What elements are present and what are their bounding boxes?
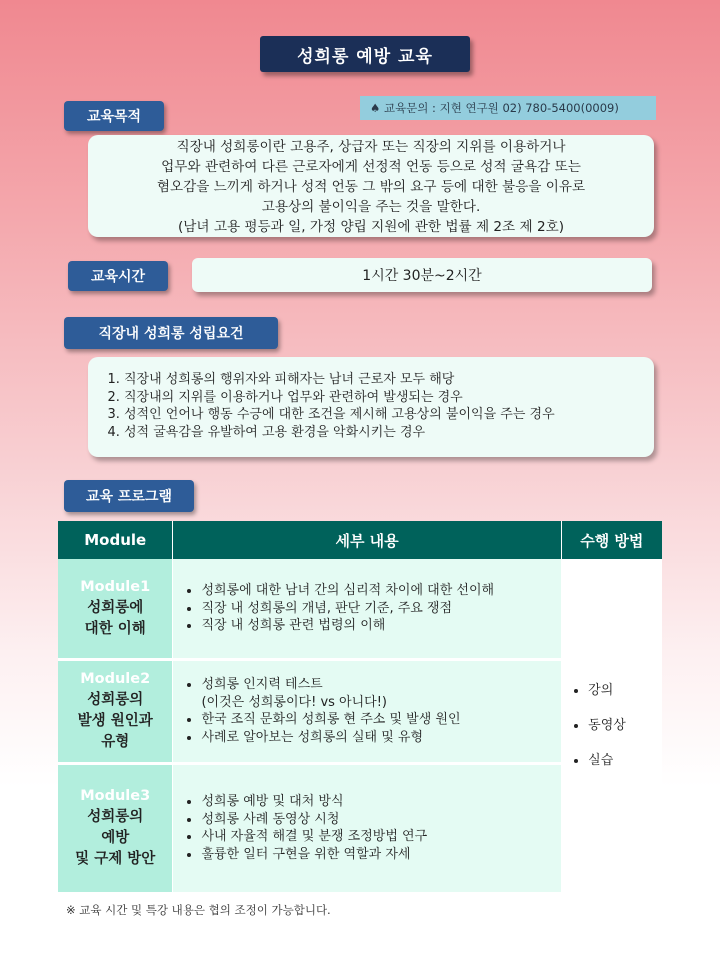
purpose-line: 업무와 관련하여 다른 근로자에게 선정적 언동 등으로 성적 굴욕감 또는	[161, 159, 581, 175]
module-cell	[58, 763, 173, 893]
module-name: 대한 이해	[84, 620, 146, 637]
header-method: 수행 방법	[561, 521, 662, 559]
purpose-line: 고용상의 불이익을 주는 것을 말한다.	[261, 199, 481, 215]
module-name: 성희롱의	[87, 692, 144, 708]
detail-item: • 직장 내 성희롱 관련 법령의 이해	[201, 617, 560, 635]
table-row	[58, 559, 662, 659]
module-cell	[58, 659, 173, 763]
detail-item: • 성희롱에 대한 남녀 간의 심리적 차이에 대한 선이해	[201, 582, 560, 600]
method-cell	[561, 559, 662, 893]
requirement-item: 1. 직장내 성희롱의 행위자와 피해자는 남녀 근로자 모두 해당	[124, 371, 654, 389]
details-cell	[173, 659, 561, 763]
requirement-item: 2. 직장내의 지위를 이용하거나 업무와 관련하여 발생되는 경우	[124, 389, 654, 407]
purpose-line: 혐오감을 느끼게 하거나 성적 언동 그 밖의 요구 등에 대한 불응을 이유로	[156, 179, 586, 195]
module-cell	[58, 559, 173, 659]
requirements-list	[100, 371, 654, 441]
detail-item: • 성희롱 사례 동영상 시청	[201, 811, 560, 829]
detail-item: • 훌륭한 일터 구현을 위한 역할과 자세	[201, 846, 560, 864]
detail-item: • 성희롱 인지력 테스트	[201, 676, 560, 694]
method-item: • 강의	[588, 673, 661, 708]
requirements-label: 직장내 성희롱 성립요건	[64, 317, 278, 349]
module-name: 발생 원인과	[77, 713, 153, 729]
details-cell	[173, 763, 561, 893]
requirement-item: 3. 성적인 언어나 행동 수긍에 대한 조건을 제시해 고용상의 불이익을 주는 경우	[124, 406, 654, 424]
duration-value: 1시간 30분~2시간	[192, 258, 652, 292]
module-name: 성희롱의	[87, 809, 144, 825]
purpose-line: (남녀 고용 평등과 일, 가정 양립 지원에 관한 법률 제 2조 제 2호)	[177, 219, 565, 235]
module-name: 성희롱에	[87, 599, 144, 616]
program-table	[58, 521, 662, 895]
method-item: • 실습	[588, 743, 661, 778]
requirement-item: 4. 성적 굴욕감을 유발하여 고용 환경을 악화시키는 경우	[124, 424, 654, 442]
detail-item: • 성희롱 예방 및 대처 방식	[201, 793, 560, 811]
module-number: Module2	[80, 671, 151, 687]
detail-subitem: (이것은 성희롱이다! vs 아니다!)	[201, 694, 388, 710]
header-details: 세부 내용	[173, 521, 561, 559]
detail-item: • 사례로 알아보는 성희롱의 실태 및 유형	[201, 729, 560, 747]
duration-label: 교육시간	[68, 261, 168, 291]
detail-item: • 직장 내 성희롱의 개념, 판단 기준, 주요 쟁점	[201, 600, 560, 618]
module-number: Module1	[80, 578, 151, 595]
detail-item: • 한국 조직 문화의 성희롱 현 주소 및 발생 원인	[201, 711, 560, 729]
page-title: 성희롱 예방 교육	[260, 36, 470, 72]
footnote: ※ 교육 시간 및 특강 내용은 협의 조정이 가능합니다.	[66, 903, 331, 917]
requirements-card	[88, 357, 654, 457]
detail-item: • 사내 자율적 해결 및 분쟁 조정방법 연구	[201, 828, 560, 846]
header-module: Module	[58, 521, 173, 559]
module-number: Module3	[80, 788, 151, 804]
program-label: 교육 프로그램	[64, 480, 194, 512]
purpose-line: 직장내 성희롱이란 고용주, 상급자 또는 직장의 지위를 이용하거나	[176, 139, 566, 155]
contact-info: ♠ 교육문의 : 지현 연구원 02) 780-5400(0009)	[360, 96, 656, 120]
purpose-card	[88, 135, 654, 237]
method-item: • 동영상	[588, 708, 661, 743]
module-name: 예방	[101, 830, 130, 846]
purpose-label: 교육목적	[64, 101, 164, 131]
details-cell	[173, 559, 561, 659]
module-name: 유형	[101, 734, 130, 750]
module-name: 및 구제 방안	[75, 851, 156, 867]
